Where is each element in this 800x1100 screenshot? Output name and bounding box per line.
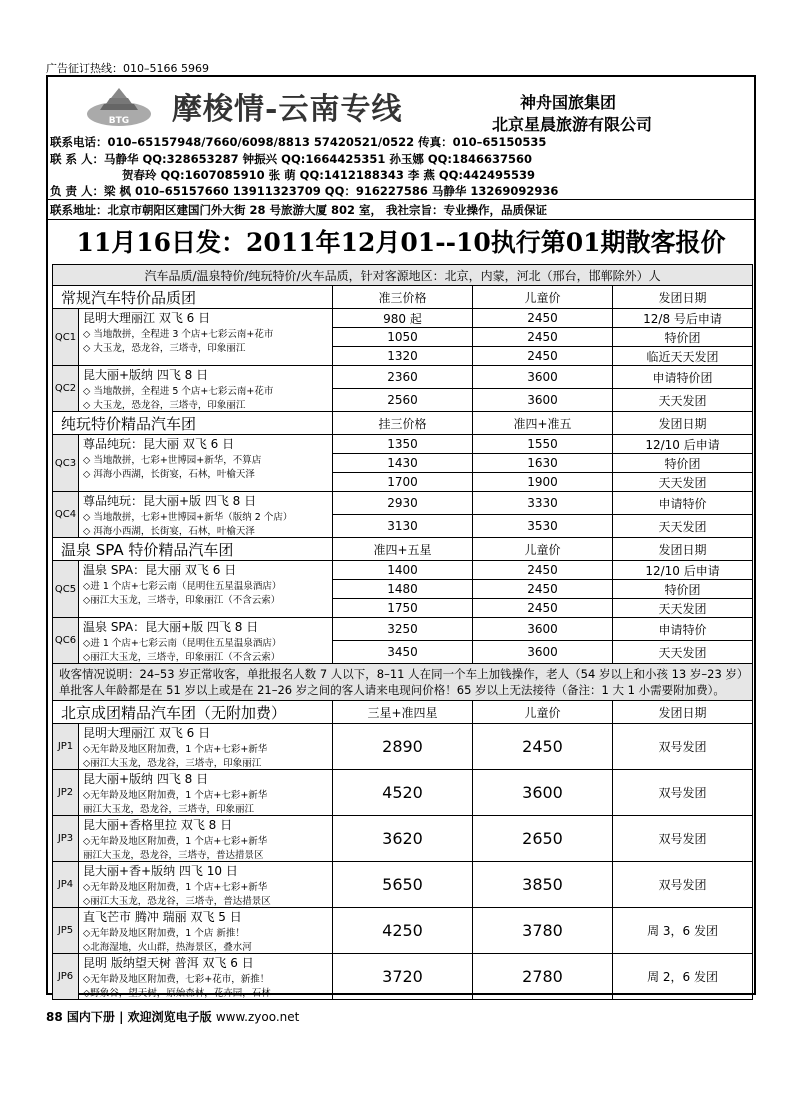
departure-cell: 天天发团 bbox=[613, 389, 753, 412]
contact-persons-2: 贺春玲 QQ:1607085910 张 萌 QQ:1412188343 李 燕 QQ:442495539 bbox=[122, 168, 536, 182]
route-code: JP2 bbox=[53, 770, 79, 816]
route-detail: ◇丽江大玉龙，恐龙谷，三塔寺，普达措景区 bbox=[83, 896, 271, 907]
table-row bbox=[53, 954, 753, 1000]
departure-cell: 周 3，6 发团 bbox=[613, 908, 753, 954]
price-cell: 4250 bbox=[333, 908, 473, 954]
route-description bbox=[79, 561, 333, 618]
table-row bbox=[53, 492, 753, 515]
column-header: 准三价格 bbox=[333, 286, 473, 309]
child-price-cell: 2450 bbox=[473, 580, 613, 599]
route-title: 直飞芒市 腾冲 瑞丽 双飞 5 日 bbox=[83, 910, 242, 924]
child-price-cell: 3600 bbox=[473, 641, 613, 664]
route-code: QC2 bbox=[53, 366, 79, 412]
route-code: JP5 bbox=[53, 908, 79, 954]
route-detail: ◇ 洱海小西湖，长街宴，石林，叶榆天泽 bbox=[83, 469, 255, 480]
price-cell: 1430 bbox=[333, 454, 473, 473]
route-detail: ◇进 1 个店+七彩云南（昆明住五星温泉酒店） bbox=[83, 581, 282, 592]
column-header: 挂三价格 bbox=[333, 412, 473, 435]
child-price-cell: 2450 bbox=[473, 309, 613, 328]
route-code: QC4 bbox=[53, 492, 79, 538]
table-row bbox=[53, 309, 753, 328]
child-price-cell: 2450 bbox=[473, 599, 613, 618]
column-header: 准四+五星 bbox=[333, 538, 473, 561]
child-price-cell: 2450 bbox=[473, 328, 613, 347]
price-cell: 1750 bbox=[333, 599, 473, 618]
price-cell: 2890 bbox=[333, 724, 473, 770]
child-price-cell: 3600 bbox=[473, 366, 613, 389]
column-header: 发团日期 bbox=[613, 538, 753, 561]
company-name-2: 北京星晨旅游有限公司 bbox=[492, 115, 653, 134]
child-price-cell: 3330 bbox=[473, 492, 613, 515]
section-title: 纯玩特价精品汽车团 bbox=[53, 412, 333, 435]
child-price-cell: 2650 bbox=[473, 816, 613, 862]
brand-title: 摩梭情-云南专线 bbox=[172, 92, 403, 127]
page-footer bbox=[46, 1008, 299, 1025]
route-description bbox=[79, 366, 333, 412]
route-detail: ◇ 当地散拼，全程进 5 个店+七彩云南+花市 bbox=[83, 386, 274, 397]
departure-cell: 天天发团 bbox=[613, 515, 753, 538]
departure-cell: 特价团 bbox=[613, 454, 753, 473]
section-title: 常规汽车特价品质团 bbox=[53, 286, 333, 309]
child-price-cell: 3850 bbox=[473, 862, 613, 908]
route-title: 昆明大理丽江 双飞 6 日 bbox=[83, 311, 211, 325]
column-header: 儿童价 bbox=[473, 286, 613, 309]
column-header: 儿童价 bbox=[473, 701, 613, 724]
route-title: 昆大丽+版纳 四飞 8 日 bbox=[83, 772, 209, 786]
child-price-cell: 2450 bbox=[473, 561, 613, 580]
price-cell: 1400 bbox=[333, 561, 473, 580]
route-detail: ◇丽江大玉龙，三塔寺，印象丽江（不含云索） bbox=[83, 595, 281, 606]
price-cell: 1700 bbox=[333, 473, 473, 492]
route-title: 昆大丽+香+版纳 四飞 10 日 bbox=[83, 864, 238, 878]
route-code: JP1 bbox=[53, 724, 79, 770]
route-detail: 丽江大玉龙，恐龙谷，三塔寺，印象丽江 bbox=[83, 804, 255, 815]
price-cell: 1350 bbox=[333, 435, 473, 454]
contact-address: 联系地址：北京市朝阳区建国门外大街 28 号旅游大厦 802 室， 我社宗旨：专业操作，品质保证 bbox=[50, 203, 548, 217]
route-detail: ◇无年龄及地区附加费，1 个店+七彩+新华 bbox=[83, 836, 268, 847]
section-title: 北京成团精品汽车团（无附加费） bbox=[53, 701, 333, 724]
departure-cell: 申请特价 bbox=[613, 618, 753, 641]
route-title: 尊品纯玩：昆大丽+版 四飞 8 日 bbox=[83, 494, 257, 508]
departure-cell: 12/10 后申请 bbox=[613, 435, 753, 454]
child-price-cell: 3600 bbox=[473, 389, 613, 412]
departure-cell: 申请特价 bbox=[613, 492, 753, 515]
route-title: 昆明大理丽江 双飞 6 日 bbox=[83, 726, 211, 740]
contact-manager: 负 责 人：梁 枫 010–65157660 13911323709 QQ：916227586 马静华 13269092936 bbox=[50, 184, 559, 198]
child-price-cell: 2450 bbox=[473, 724, 613, 770]
route-detail: ◇无年龄及地区附加费，1 个店+七彩+新华 bbox=[83, 744, 268, 755]
route-detail: ◇无年龄及地区附加费，1 个店 新推！ bbox=[83, 928, 245, 939]
table-row bbox=[53, 816, 753, 862]
departure-cell: 临近天天发团 bbox=[613, 347, 753, 366]
issue-banner: 11月16日发：2011年12月01--10执行第01期散客报价 bbox=[76, 228, 726, 257]
divider bbox=[48, 219, 754, 220]
route-detail: ◇无年龄及地区附加费，1 个店+七彩+新华 bbox=[83, 882, 268, 893]
route-detail: ◇ 当地散拼，七彩+世博园+新华，不算店 bbox=[83, 455, 262, 466]
route-code: QC1 bbox=[53, 309, 79, 366]
child-price-cell: 2450 bbox=[473, 347, 613, 366]
route-code: JP3 bbox=[53, 816, 79, 862]
price-cell: 5650 bbox=[333, 862, 473, 908]
table-row bbox=[53, 366, 753, 389]
page-number: 88 bbox=[46, 1010, 63, 1024]
departure-cell: 申请特价团 bbox=[613, 366, 753, 389]
route-detail: 丽江大玉龙，恐龙谷，三塔寺，普达措景区 bbox=[83, 850, 264, 861]
route-detail: ◇ 大玉龙，恐龙谷，三塔寺，印象丽江 bbox=[83, 400, 246, 411]
route-code: QC5 bbox=[53, 561, 79, 618]
route-detail: ◇丽江大玉龙，恐龙谷，三塔寺，印象丽江 bbox=[83, 758, 262, 769]
table-row bbox=[53, 561, 753, 580]
departure-cell: 双号发团 bbox=[613, 862, 753, 908]
price-cell: 1050 bbox=[333, 328, 473, 347]
departure-cell: 天天发团 bbox=[613, 473, 753, 492]
footer-text: 国内下册 | 欢迎浏览电子版 bbox=[66, 1010, 212, 1024]
route-detail: ◇ 洱海小西湖，长街宴，石林，叶榆天泽 bbox=[83, 526, 255, 537]
booking-note: 收客情况说明：24–53 岁正常收客，单批报名人数 7 人以下，8–11 人在同一个车上加钱操作，老人（54 岁以上和小孩 13 岁–23 岁）单批客人年龄都是在 51 岁以上或是在 21–26 岁之间的客人请来电现问价格！65 岁以上无法接待（备注：1 大 1 小需要附加费）。 bbox=[53, 664, 753, 701]
departure-cell: 12/8 号后申请 bbox=[613, 309, 753, 328]
contact-phone: 联系电话：010–65157948/7660/6098/8813 57420521/0522 传真：010–65150535 bbox=[50, 135, 547, 149]
ad-hotline: 广告征订热线：010–5166 5969 bbox=[46, 62, 209, 75]
route-detail: ◇无年龄及地区附加费，1 个店+七彩+新华 bbox=[83, 790, 268, 801]
column-header: 儿童价 bbox=[473, 538, 613, 561]
price-cell: 3250 bbox=[333, 618, 473, 641]
price-table bbox=[52, 264, 753, 1000]
route-description bbox=[79, 435, 333, 492]
footer-url: www.zyoo.net bbox=[215, 1010, 300, 1024]
departure-cell: 周 2，6 发团 bbox=[613, 954, 753, 1000]
column-header: 三星+准四星 bbox=[333, 701, 473, 724]
price-cell: 3620 bbox=[333, 816, 473, 862]
route-detail: ◇ 大玉龙，恐龙谷，三塔寺，印象丽江 bbox=[83, 343, 246, 354]
price-cell: 3130 bbox=[333, 515, 473, 538]
table-row bbox=[53, 862, 753, 908]
route-description bbox=[79, 770, 333, 816]
divider bbox=[48, 199, 754, 200]
departure-cell: 双号发团 bbox=[613, 724, 753, 770]
table-row bbox=[53, 908, 753, 954]
child-price-cell: 3600 bbox=[473, 770, 613, 816]
route-detail: ◇进 1 个店+七彩云南（昆明住五星温泉酒店） bbox=[83, 638, 282, 649]
route-title: 温泉 SPA：昆大丽 双飞 6 日 bbox=[83, 563, 237, 577]
child-price-cell: 3600 bbox=[473, 618, 613, 641]
route-detail: ◇北海湿地，火山群，热海景区，叠水河 bbox=[83, 942, 252, 953]
route-description bbox=[79, 492, 333, 538]
price-cell: 3720 bbox=[333, 954, 473, 1000]
child-price-cell: 3530 bbox=[473, 515, 613, 538]
column-header: 准四+准五 bbox=[473, 412, 613, 435]
departure-cell: 特价团 bbox=[613, 580, 753, 599]
route-code: QC3 bbox=[53, 435, 79, 492]
route-code: JP4 bbox=[53, 862, 79, 908]
route-code: JP6 bbox=[53, 954, 79, 1000]
route-description bbox=[79, 309, 333, 366]
route-description bbox=[79, 862, 333, 908]
price-cell: 4520 bbox=[333, 770, 473, 816]
table-row bbox=[53, 618, 753, 641]
departure-cell: 特价团 bbox=[613, 328, 753, 347]
departure-cell: 双号发团 bbox=[613, 770, 753, 816]
section-title: 温泉 SPA 特价精品汽车团 bbox=[53, 538, 333, 561]
route-title: 昆大丽+香格里拉 双飞 8 日 bbox=[83, 818, 233, 832]
child-price-cell: 1550 bbox=[473, 435, 613, 454]
route-description bbox=[79, 816, 333, 862]
departure-cell: 天天发团 bbox=[613, 641, 753, 664]
route-description bbox=[79, 908, 333, 954]
price-cell: 980 起 bbox=[333, 309, 473, 328]
route-description bbox=[79, 724, 333, 770]
departure-cell: 天天发团 bbox=[613, 599, 753, 618]
price-cell: 2560 bbox=[333, 389, 473, 412]
price-cell: 1480 bbox=[333, 580, 473, 599]
price-cell: 2360 bbox=[333, 366, 473, 389]
route-title: 尊品纯玩：昆大丽 双飞 6 日 bbox=[83, 437, 235, 451]
route-code: QC6 bbox=[53, 618, 79, 664]
price-cell: 1320 bbox=[333, 347, 473, 366]
route-description bbox=[79, 954, 333, 1000]
child-price-cell: 1630 bbox=[473, 454, 613, 473]
price-cell: 2930 bbox=[333, 492, 473, 515]
route-detail: ◇丽江大玉龙，三塔寺，印象丽江（不含云索） bbox=[83, 652, 281, 663]
intro-row: 汽车品质/温泉特价/纯玩特价/火车品质，针对客源地区：北京，内蒙，河北（邢台，邯郸除外）人 bbox=[53, 265, 753, 286]
route-detail: ◇无年龄及地区附加费，七彩+花市，新推！ bbox=[83, 974, 270, 985]
route-detail: ◇ 当地散拼，全程进 3 个店+七彩云南+花市 bbox=[83, 329, 274, 340]
contact-persons: 联 系 人：马静华 QQ:328653287 钟振兴 QQ:1664425351 孙玉娜 QQ:1846637560 bbox=[50, 152, 533, 166]
route-title: 温泉 SPA：昆大丽+版 四飞 8 日 bbox=[83, 620, 259, 634]
child-price-cell: 2780 bbox=[473, 954, 613, 1000]
route-title: 昆大丽+版纳 四飞 8 日 bbox=[83, 368, 209, 382]
company-name-1: 神舟国旅集团 bbox=[520, 93, 617, 112]
route-detail: ◇ 当地散拼，七彩+世博园+新华（版纳 2 个店） bbox=[83, 512, 293, 523]
column-header: 发团日期 bbox=[613, 412, 753, 435]
temple-logo-icon bbox=[84, 80, 154, 132]
column-header: 发团日期 bbox=[613, 286, 753, 309]
table-row bbox=[53, 770, 753, 816]
route-detail: ◇野象谷，望天树，原始森林，花卉园，石林 bbox=[83, 988, 271, 999]
departure-cell: 12/10 后申请 bbox=[613, 561, 753, 580]
column-header: 发团日期 bbox=[613, 701, 753, 724]
logo-text: BTG bbox=[108, 116, 130, 126]
route-title: 昆明 版纳望天树 普洱 双飞 6 日 bbox=[83, 956, 254, 970]
price-cell: 3450 bbox=[333, 641, 473, 664]
departure-cell: 双号发团 bbox=[613, 816, 753, 862]
route-description bbox=[79, 618, 333, 664]
table-row bbox=[53, 435, 753, 454]
child-price-cell: 3780 bbox=[473, 908, 613, 954]
child-price-cell: 1900 bbox=[473, 473, 613, 492]
table-row bbox=[53, 724, 753, 770]
